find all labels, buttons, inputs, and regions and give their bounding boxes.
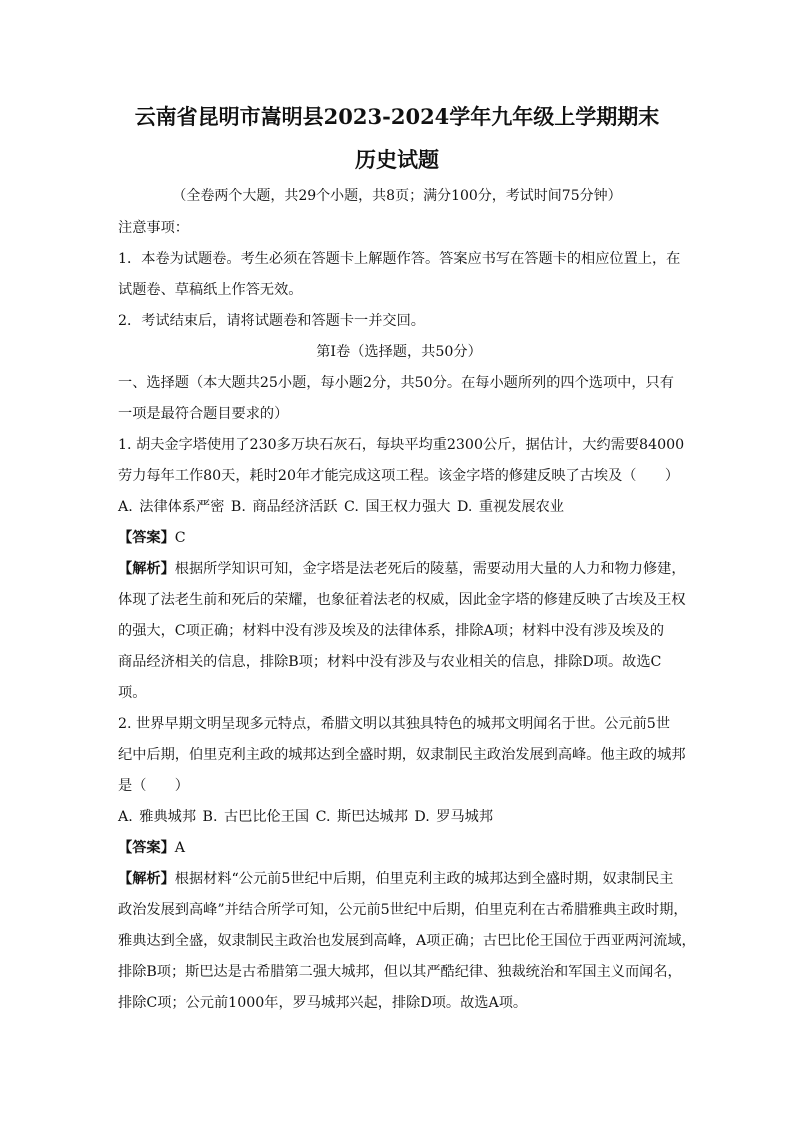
question-2-analysis-line-3: 雅典达到全盛，奴隶制民主政治也发展到高峰，A项正确；古巴比伦王国位于西亚两河流域， [118,933,696,949]
question-1-analysis-line-1 [118,554,686,585]
question-1-analysis-line-2: 体现了法老生前和死后的荣耀，也象征着法老的权威，因此金字塔的修建反映了古埃及王权 [118,592,686,608]
question-2-analysis-line-2: 政治发展到高峰”并结合所学可知，公元前5世纪中后期，伯里克利在古希腊雅典主政时期， [118,902,688,918]
question-2-options: A. 雅典城邦 B. 古巴比伦王国 C. 斯巴达城邦 D. 罗马城邦 [118,809,494,825]
question-1-answer [118,523,680,554]
question-1-analysis-line-4: 商品经济相关的信息，排除B项；材料中没有涉及与农业相关的信息，排除D项。故选C [118,654,662,670]
question-1-stem-line-2: 劳力每年工作80天，耗时20年才能完成这项工程。该金字塔的修建反映了古埃及（ ） [118,468,680,484]
exam-subject-title: 历史试题 [355,147,439,172]
answer-label: 【答案】 [118,840,175,856]
question-1-analysis-line-3: 的强大，C项正确；材料中没有涉及埃及的法律体系，排除A项；材料中没有涉及埃及的 [118,623,665,639]
question-2-stem-line-1: 2. 世界早期文明呈现多元特点，希腊文明以其独具特色的城邦文明闻名于世。公元前5世 [118,716,671,732]
analysis-text: 根据所学知识可知，金字塔是法老死后的陵墓，需要动用大量的人力和物力修建， [174,561,686,577]
part-instructions-line-1: 一、选择题（本大题共25小题，每小题2分，共50分。在每小题所列的四个选项中，只有 [118,375,674,391]
question-2-answer [118,833,680,864]
question-1-stem-line-1: 1. 胡夫金字塔使用了230多万块石灰石，每块平均重2300公斤，据估计，大约需要84000 [118,437,685,453]
answer-value: C [174,530,186,546]
exam-body [118,213,696,1019]
note-item-1-line-2: 试题卷、草稿纸上作答无效。 [118,282,303,298]
question-2-stem-line-2: 纪中后期，伯里克利主政的城邦达到全盛时期，奴隶制民主政治发展到高峰。他主政的城邦 [118,747,686,763]
notes-heading: 注意事项： [118,220,189,236]
question-2-analysis-line-1 [118,864,680,895]
analysis-label: 【解析】 [118,871,175,887]
note-item-2: 2．考试结束后，请将试题卷和答题卡一并交回。 [118,313,425,329]
answer-label: 【答案】 [118,530,175,546]
analysis-text: 根据材料“公元前5世纪中后期，伯里克利主政的城邦达到全盛时期，奴隶制民主 [174,871,674,887]
answer-value: A [174,840,186,856]
question-2-analysis-line-5: 排除C项；公元前1000年，罗马城邦兴起，排除D项。故选A项。 [118,995,528,1011]
analysis-label: 【解析】 [118,561,175,577]
exam-info: （全卷两个大题，共29个小题，共8页；满分100分，考试时间75分钟） [172,188,622,204]
question-1-analysis-line-5: 项。 [118,685,147,701]
question-2-analysis-line-4: 排除B项；斯巴达是古希腊第二强大城邦，但以其严酷纪律、独裁统治和军国主义而闻名， [118,964,682,980]
volume-title: 第Ⅰ卷（选择题，共50分） [316,344,482,360]
part-instructions-line-2: 一项是最符合题目要求的） [118,406,289,422]
question-1-options: A. 法律体系严密 B. 商品经济活跃 C. 国王权力强大 D. 重视发展农业 [118,499,564,515]
note-item-1-line-1: 1．本卷为试题卷。考生必须在答题卡上解题作答。答案应书写在答题卡的相应位置上，在 [118,251,681,267]
exam-title: 云南省昆明市嵩明县2023-2024学年九年级上学期期末 [134,104,660,129]
question-2-stem-line-3: 是（ ） [118,778,189,794]
